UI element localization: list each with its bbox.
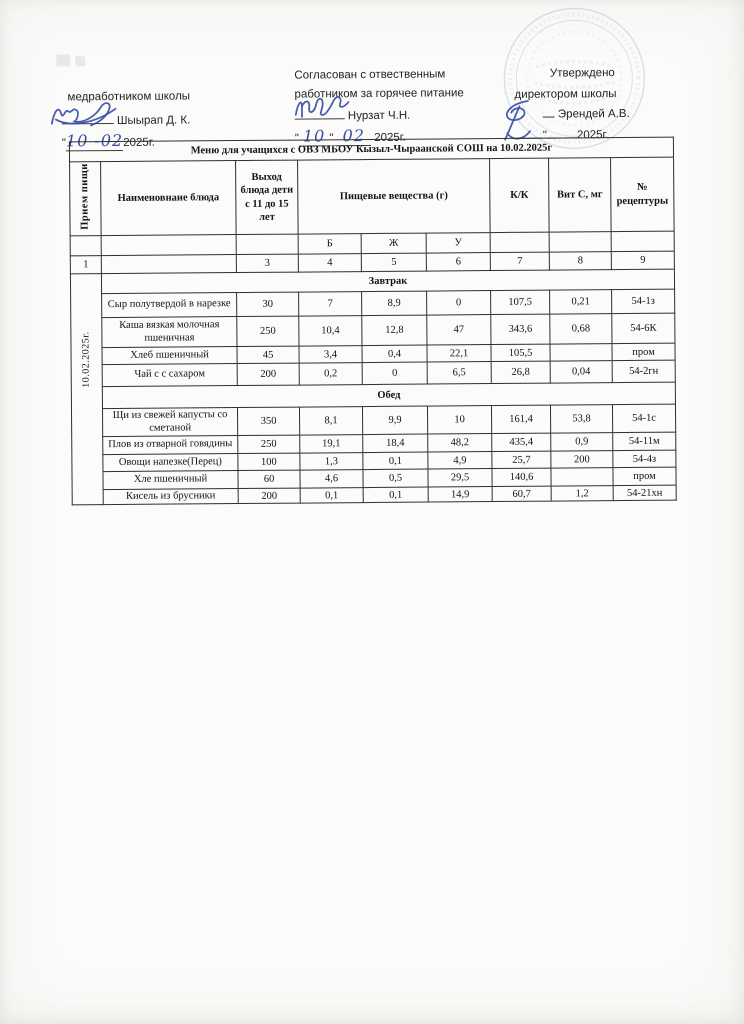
protein-cell: 7 <box>299 292 362 316</box>
vitamin-c-cell: 200 <box>551 451 613 468</box>
col-number: 8 <box>549 252 611 270</box>
dish-name-cell: Сыр полутвердой в нарезке <box>102 293 237 318</box>
output-cell: 30 <box>237 292 299 316</box>
header-kk: К/К <box>490 158 550 232</box>
header-meal-text: Прием пищи <box>79 163 91 230</box>
menu-date-text: 10.02.2025г. <box>80 331 93 389</box>
scan-artifact <box>56 54 70 66</box>
recipe-cell: 54-11м <box>613 432 676 450</box>
quote-mark: " <box>542 129 547 142</box>
protein-cell: 4,6 <box>300 470 363 488</box>
output-cell: 45 <box>237 346 299 363</box>
calories-cell: 60,7 <box>492 486 551 502</box>
protein-cell: 1,3 <box>300 453 363 470</box>
approval-line1 <box>502 64 662 83</box>
col-number: 5 <box>361 253 426 272</box>
carb-cell: 4,9 <box>428 452 492 470</box>
protein-cell: 3,4 <box>299 346 362 363</box>
carb-cell: 48,2 <box>428 434 492 453</box>
protein-cell: 0,1 <box>300 488 363 504</box>
vitamin-c-cell: 1,2 <box>551 486 613 502</box>
calories-cell: 343,6 <box>491 314 550 344</box>
vitamin-c-cell <box>550 344 612 361</box>
vitamin-c-cell: 53,8 <box>550 405 612 433</box>
menu-table <box>69 137 677 506</box>
empty-cell <box>101 235 236 256</box>
output-cell: 60 <box>238 470 300 488</box>
approval-line2-text: работником за горячее питание <box>294 87 464 101</box>
recipe-cell: 54-1с <box>612 404 675 432</box>
signature-blank <box>62 112 114 124</box>
output-cell: 250 <box>237 316 299 346</box>
carb-cell: 22,1 <box>427 345 491 363</box>
dish-name-cell: Плов из отварной говядины <box>103 436 238 455</box>
empty-cell <box>611 231 674 251</box>
vitamin-c-cell: 0,21 <box>550 290 612 314</box>
dish-name-cell: Хле пшеничный <box>103 471 238 490</box>
approval-year-text: 2025г. <box>123 136 155 149</box>
protein-cell: 8,1 <box>299 407 362 435</box>
quote-mark: " <box>329 132 334 145</box>
empty-cell <box>549 232 611 252</box>
header-recipe: № рецептуры <box>611 157 675 231</box>
fat-cell: 0,1 <box>363 487 428 503</box>
vitamin-c-cell: 0,68 <box>550 314 612 344</box>
approval-year-text: 2025г. <box>576 129 609 142</box>
recipe-cell: 54-21хн <box>613 485 676 501</box>
col-number: 9 <box>611 251 674 269</box>
dish-name-cell: Овощи напезке(Перец) <box>103 454 238 472</box>
menu-title: Меню для учащихся с ОВЗ МБОУ Кызыл-Чыраанской СОШ на 10.02.2025г <box>69 137 673 162</box>
header-meal <box>70 162 102 236</box>
quote-mark: " <box>294 132 300 145</box>
subheader-carb: У <box>426 233 490 254</box>
calories-cell: 25,7 <box>492 451 551 468</box>
output-cell: 250 <box>238 435 300 453</box>
signature-blank <box>543 106 555 118</box>
approval-line2-text: директором школы <box>514 88 617 101</box>
header-output: Выход блюда дети с 11 до 15 лет <box>236 160 299 234</box>
approval-line1 <box>294 65 514 85</box>
col-number: 1 <box>70 256 101 274</box>
signature-blank <box>295 107 345 119</box>
output-cell: 200 <box>237 363 299 385</box>
approval-name-line <box>62 111 272 131</box>
subheader-fat: Ж <box>361 233 426 254</box>
approval-name-text: Эрендей А.В. <box>557 107 630 121</box>
fat-cell: 12,8 <box>362 315 427 346</box>
recipe-cell: пром <box>613 467 676 485</box>
carb-cell: 0 <box>427 291 491 316</box>
recipe-cell: 54-4з <box>613 450 676 467</box>
fat-cell: 0,5 <box>363 469 428 488</box>
handwritten-day: 10 <box>299 126 330 146</box>
approval-block-agreed <box>294 65 515 148</box>
empty-cell <box>70 236 101 256</box>
carb-cell: 47 <box>427 315 491 346</box>
fat-cell: 0 <box>362 362 427 385</box>
calories-cell: 140,6 <box>492 468 551 486</box>
approval-line2 <box>502 85 662 104</box>
approval-line1-text: Утверждено <box>549 67 615 80</box>
approval-line2 <box>294 84 514 104</box>
handwritten-date: 10 -02 <box>65 130 124 151</box>
col-number <box>101 255 236 274</box>
carb-cell: 29,5 <box>428 469 492 488</box>
carb-cell: 14,9 <box>428 487 492 503</box>
carb-cell: 10 <box>427 406 491 435</box>
quote-mark: " <box>61 137 67 150</box>
header-dish: Наименовнаие блюда <box>101 161 237 236</box>
protein-cell: 10,4 <box>299 316 362 346</box>
calories-cell: 105,5 <box>491 344 550 361</box>
empty-cell <box>236 234 298 254</box>
dish-name-cell: Чай с с сахаром <box>102 364 237 387</box>
subheader-protein: Б <box>298 234 361 254</box>
table-header-row <box>70 157 675 236</box>
approval-name-line <box>295 106 515 126</box>
col-number: 3 <box>236 254 298 272</box>
calories-cell: 107,5 <box>491 290 550 314</box>
col-number: 7 <box>490 252 549 270</box>
handwritten-month: 02 <box>337 126 372 146</box>
fat-cell: 0,1 <box>363 452 428 470</box>
approval-line1-text: Согласован с отвественным <box>294 68 446 82</box>
section-title-lunch: Обед <box>102 382 675 408</box>
vitamin-c-cell: 0,04 <box>550 361 612 383</box>
recipe-cell: 54-1з <box>612 289 675 313</box>
output-cell: 100 <box>238 453 300 470</box>
protein-cell: 19,1 <box>300 435 363 453</box>
output-cell: 350 <box>237 407 299 435</box>
header-vitc: Вит С, мг <box>549 158 612 232</box>
approval-year-text: 2025г. <box>374 131 406 144</box>
vitamin-c-cell: 0,9 <box>551 433 613 451</box>
fat-cell: 8,9 <box>362 291 427 316</box>
recipe-cell: 54-6К <box>612 313 675 343</box>
col-number: 4 <box>298 254 361 272</box>
approval-block-approved <box>502 64 663 145</box>
menu-row <box>71 313 675 348</box>
scan-artifact <box>75 56 85 66</box>
header-nutrients: Пищевые вещества (г) <box>298 159 491 235</box>
fat-cell: 9,9 <box>362 406 427 435</box>
fat-cell: 18,4 <box>363 434 428 453</box>
dish-name-cell: Кисель из брусники <box>103 489 238 505</box>
calories-cell: 26,8 <box>491 361 550 383</box>
empty-cell <box>490 232 549 252</box>
calories-cell: 435,4 <box>492 433 551 451</box>
approval-org-line <box>61 87 271 107</box>
dish-name-cell: Каша вязкая молочная пшеничная <box>102 317 237 348</box>
vitamin-c-cell <box>551 468 613 486</box>
output-cell: 200 <box>238 488 300 504</box>
recipe-cell: 54-2гн <box>612 360 675 382</box>
col-number: 6 <box>426 253 490 272</box>
carb-cell: 6,5 <box>427 362 491 385</box>
approval-org-text: медработником школы <box>67 90 191 104</box>
protein-cell: 0,2 <box>299 363 362 385</box>
approval-name-text: Шыырап Д. К. <box>116 114 191 127</box>
dish-name-cell: Хлеб пшеничный <box>102 347 237 365</box>
approval-name-text: Нурзат Ч.Н. <box>347 109 411 123</box>
dish-name-cell: Щи из свежей капусты со сметаной <box>102 408 237 437</box>
approval-name-line <box>503 105 663 124</box>
fat-cell: 0,4 <box>362 345 427 363</box>
menu-date-cell <box>70 274 103 506</box>
recipe-cell: пром <box>612 343 675 360</box>
calories-cell: 161,4 <box>491 405 550 433</box>
section-title-breakfast: Завтрак <box>101 269 674 293</box>
